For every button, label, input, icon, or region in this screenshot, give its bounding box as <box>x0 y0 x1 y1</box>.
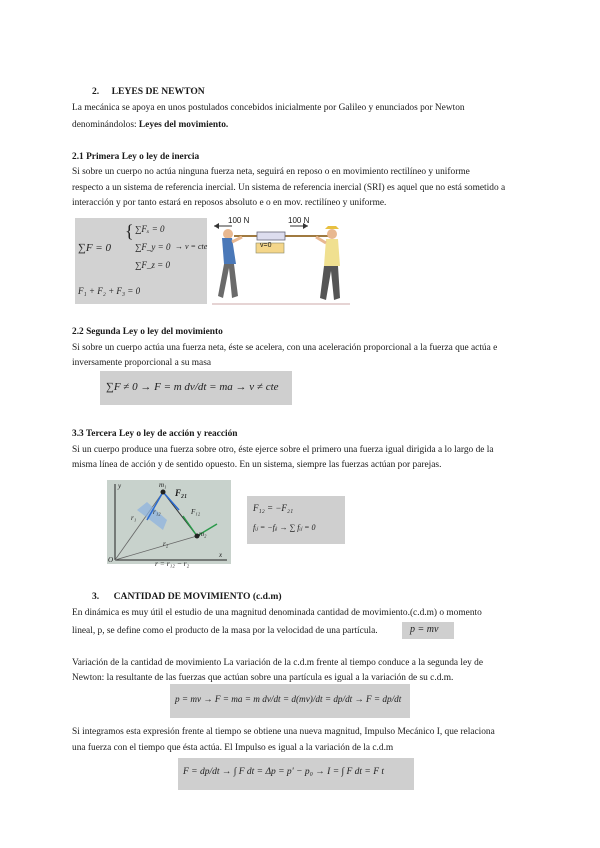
section3-heading <box>92 591 282 602</box>
law3-formula-line2: fᵢⱼ = −fⱼᵢ → ∑ fᵢⱼ = 0 <box>253 523 316 532</box>
section3-para2-line2: Newton: la resultante de las fuerzas que actúan sobre una partícula es igual a la variación de su c.d.m. <box>72 673 454 683</box>
law2-line1: Si sobre un cuerpo actúa una fuerza neta, éste se acelera, con una aceleración proporcional a la fuerza que actúa e <box>72 343 498 353</box>
law1-line1: Si sobre un cuerpo no actúa ninguna fuerza neta, seguirá en reposo o en movimiento rectilíneo y uniforme <box>72 167 470 177</box>
fig-r2-label: r₂ <box>163 540 169 548</box>
section3-para3-line2: una fuerza con el tiempo que ésta actúa. El Impulso es igual a la variación de la c.d.m <box>72 743 394 753</box>
fig-r12-label: r₁₂ <box>153 508 161 516</box>
formula-impulse: F = dp/dt → ∫ F dt = Δp = p' − p₀ → I = ∫ F dt = F t <box>183 767 385 777</box>
section2-title: LEYES DE NEWTON <box>111 86 205 97</box>
fig-m2-label: m₂ <box>199 530 207 538</box>
law1-formula-sum: ∑F = 0 <box>78 242 111 254</box>
law1-formula-fy: ∑F_y = 0 <box>135 242 171 252</box>
fig-y-label: y <box>118 482 122 490</box>
section3-title: CANTIDAD DE MOVIMIENTO (c.d.m) <box>113 591 282 602</box>
section2-number: 2. <box>92 86 100 97</box>
formula-newton-box <box>170 684 410 718</box>
section3-line1: En dinámica es muy útil el estudio de una magnitud denominada cantidad de movimiento.(c.d.m) o momento <box>72 608 482 618</box>
formula-newton: p = mv → F = ma = m dv/dt = d(mv)/dt = dp/dt → F = dp/dt <box>175 694 402 704</box>
fig-caption: r = r₁₂ − r₂ <box>155 559 190 568</box>
fig-r1-label: r₁ <box>131 514 137 522</box>
fig-f12-label: F₁₂ <box>191 508 201 516</box>
law3-line2: misma línea de acción y de sentido opuesto. En un sistema, siempre las fuerzas actúan por parejas. <box>72 460 442 470</box>
section2-heading <box>92 86 205 97</box>
fig-m1-label: m₁ <box>159 481 167 489</box>
fig-o-label: O <box>108 556 114 564</box>
law1-formula-result: → v = cte <box>175 242 208 251</box>
law1-formula-bottom: F₁ + F₂ + F₃ = 0 <box>78 286 141 296</box>
law1-formula-fx: ∑Fₓ = 0 <box>135 224 165 234</box>
section2-intro-bold: Leyes del movimiento. <box>138 120 229 130</box>
law1-brace: { <box>125 221 134 241</box>
tug-of-war-figure <box>212 216 350 306</box>
section3-para2-line1: Variación de la cantidad de movimiento La variación de la c.d.m frente al tiempo conduce a la segunda ley de <box>72 658 484 668</box>
section2-intro-prefix: denominándolos: <box>72 120 139 130</box>
section2-intro-line2 <box>72 117 228 133</box>
law3-line1: Si un cuerpo produce una fuerza sobre otro, éste ejerce sobre el primero una fuerza igual dirigida a lo largo de la <box>72 445 494 455</box>
law2-formula-box <box>100 371 292 405</box>
formula-p: p = mv <box>410 624 439 635</box>
section3-line2: lineal, p, se define como el producto de la masa por la velocidad de una partícula. <box>72 626 378 636</box>
law3-heading: 3.3 Tercera Ley o ley de acción y reacción <box>72 429 238 439</box>
section3-number: 3. <box>92 591 100 602</box>
fig-f21-label: F₂₁ <box>175 488 188 498</box>
tug-left-label: 100 N <box>228 216 250 225</box>
fig-x-label: x <box>219 551 223 559</box>
formula-p-box <box>402 622 454 639</box>
law1-line2: respecto a un sistema de referencia inercial. Un sistema de referencia inercial (SRI) es aquel que no está sometido a <box>72 183 506 193</box>
section3-para3-line1: Si integramos esta expresión frente al tiempo se obtiene una nueva magnitud, Impulso Mecánico I, que relaciona <box>72 727 495 737</box>
section2-intro-line1: La mecánica se apoya en unos postulados concebidos inicialmente por Galileo y enunciados por Newton <box>72 103 465 113</box>
law2-formula: ∑F ≠ 0 → F = m dv/dt = ma → v ≠ cte <box>106 381 279 393</box>
law3-formula-box <box>247 496 345 544</box>
law3-formula-line1: F₁₂ = −F₂₁ <box>253 503 294 513</box>
tug-v-box: v=0 <box>260 242 272 249</box>
formula-impulse-box <box>178 758 414 790</box>
law1-heading: 2.1 Primera Ley o ley de inercia <box>72 152 200 162</box>
tug-right-label: 100 N <box>288 216 310 225</box>
law2-line2: inversamente proporcional a su masa <box>72 358 212 368</box>
action-reaction-figure <box>107 480 231 564</box>
law2-heading: 2.2 Segunda Ley o ley del movimiento <box>72 327 223 337</box>
action-reaction-diagram <box>107 480 231 564</box>
law1-formula-fz: ∑F_z = 0 <box>135 260 170 270</box>
law1-formula-box <box>75 218 207 304</box>
tug-of-war-illustration <box>212 216 350 306</box>
law1-line3: interacción y por tanto estará en reposos absoluto e o en mov. rectilíneo y uniforme. <box>72 198 387 208</box>
